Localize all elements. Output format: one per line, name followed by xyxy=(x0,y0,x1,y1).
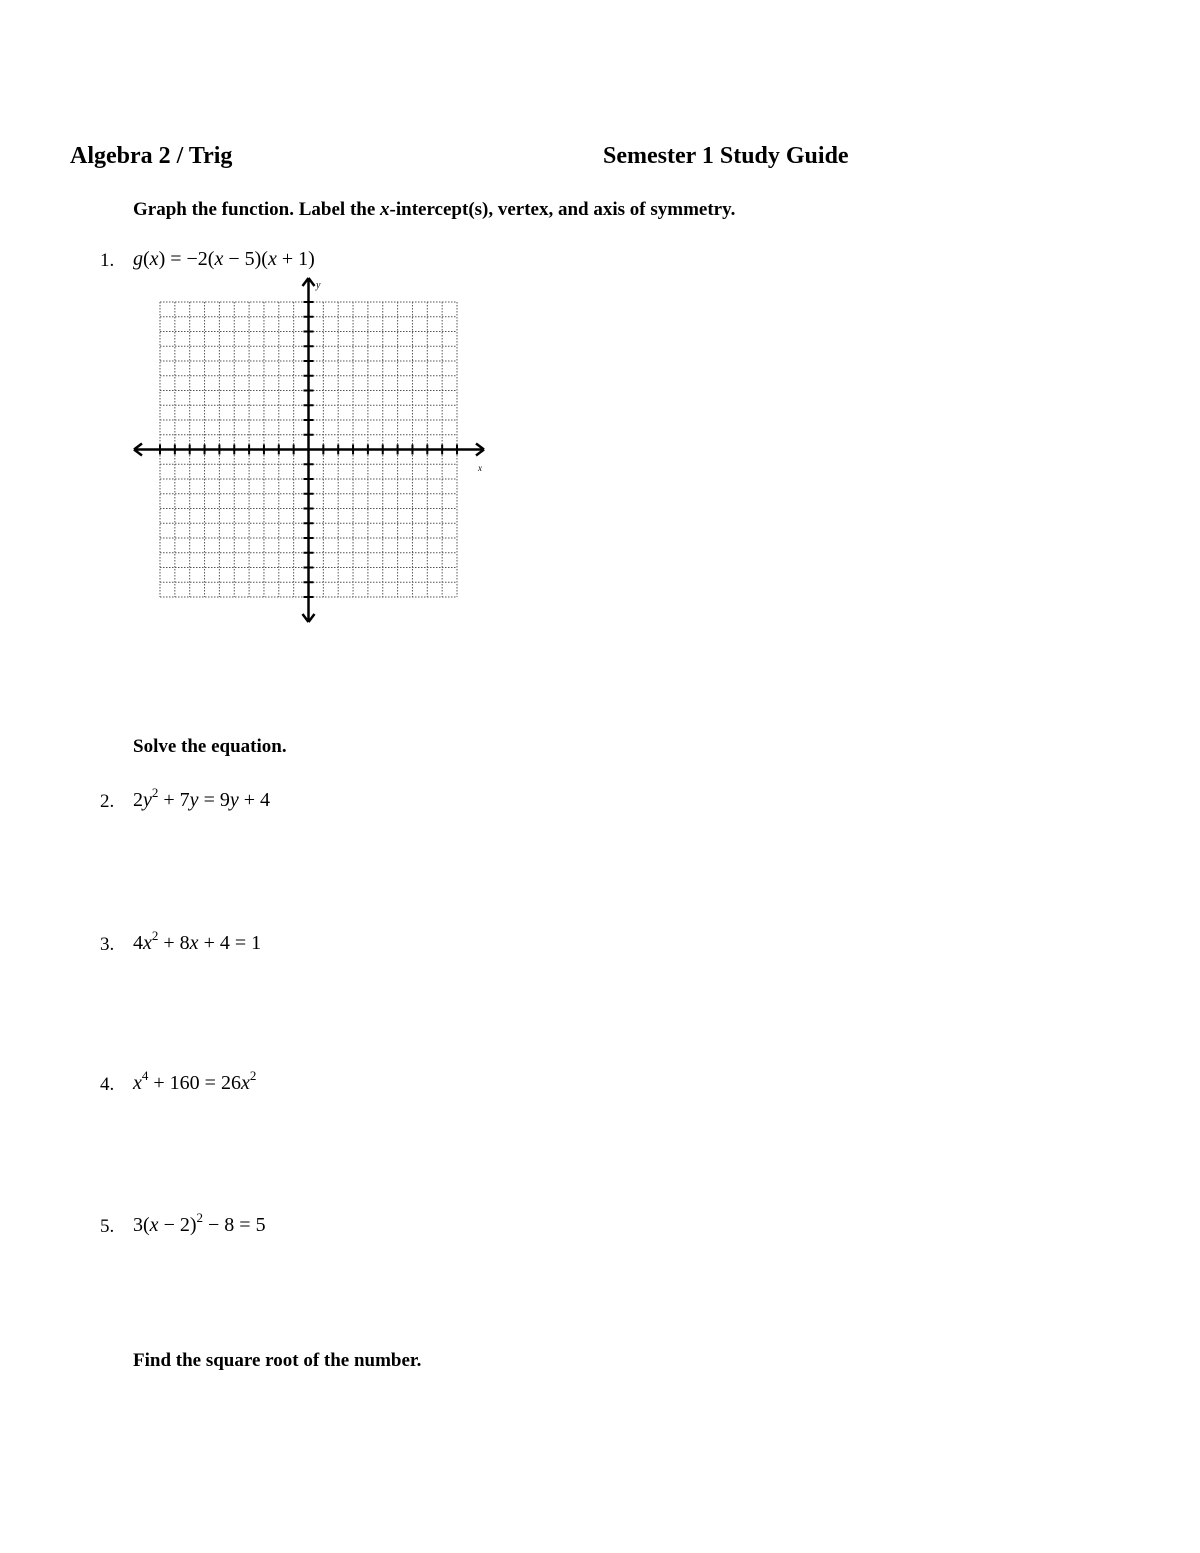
sqrt-instruction: Find the square root of the number. xyxy=(133,1350,422,1371)
problem-3-equation: $4x^2 + 8x + 4 = 1$ xyxy=(133,928,262,954)
page-title: Semester 1 Study Guide xyxy=(603,143,849,169)
problem-number: 1. xyxy=(100,250,115,271)
problem-5-equation: $3(x - 2)^2 - 8 = 5$ xyxy=(133,1210,266,1236)
y-axis-label: y xyxy=(316,280,321,291)
problem-4-equation: $x^4 + 160 = 26x^2$ xyxy=(133,1068,257,1094)
x-axis-label: x xyxy=(478,463,482,473)
problem-number: 4. xyxy=(100,1074,115,1095)
problem-1-equation: g(x) = −2(x − 5)(x + 1) xyxy=(133,248,315,270)
problem-number: 3. xyxy=(100,934,115,955)
axes xyxy=(134,278,484,622)
course-title: Algebra 2 / Trig xyxy=(70,143,233,169)
graph-instruction-var: x xyxy=(380,199,390,220)
graph-instruction xyxy=(133,199,735,221)
problem-2-equation: $2y^2 + 7y = 9y + 4$ xyxy=(133,785,271,811)
problem-number: 2. xyxy=(100,791,115,812)
graph-instruction-after: -intercept(s), vertex, and axis of symmetry. xyxy=(389,199,736,220)
problem-number: 5. xyxy=(100,1216,115,1237)
coordinate-grid xyxy=(128,272,496,634)
graph-instruction-before: Graph the function. Label the xyxy=(133,199,381,220)
solve-instruction: Solve the equation. xyxy=(133,736,287,757)
